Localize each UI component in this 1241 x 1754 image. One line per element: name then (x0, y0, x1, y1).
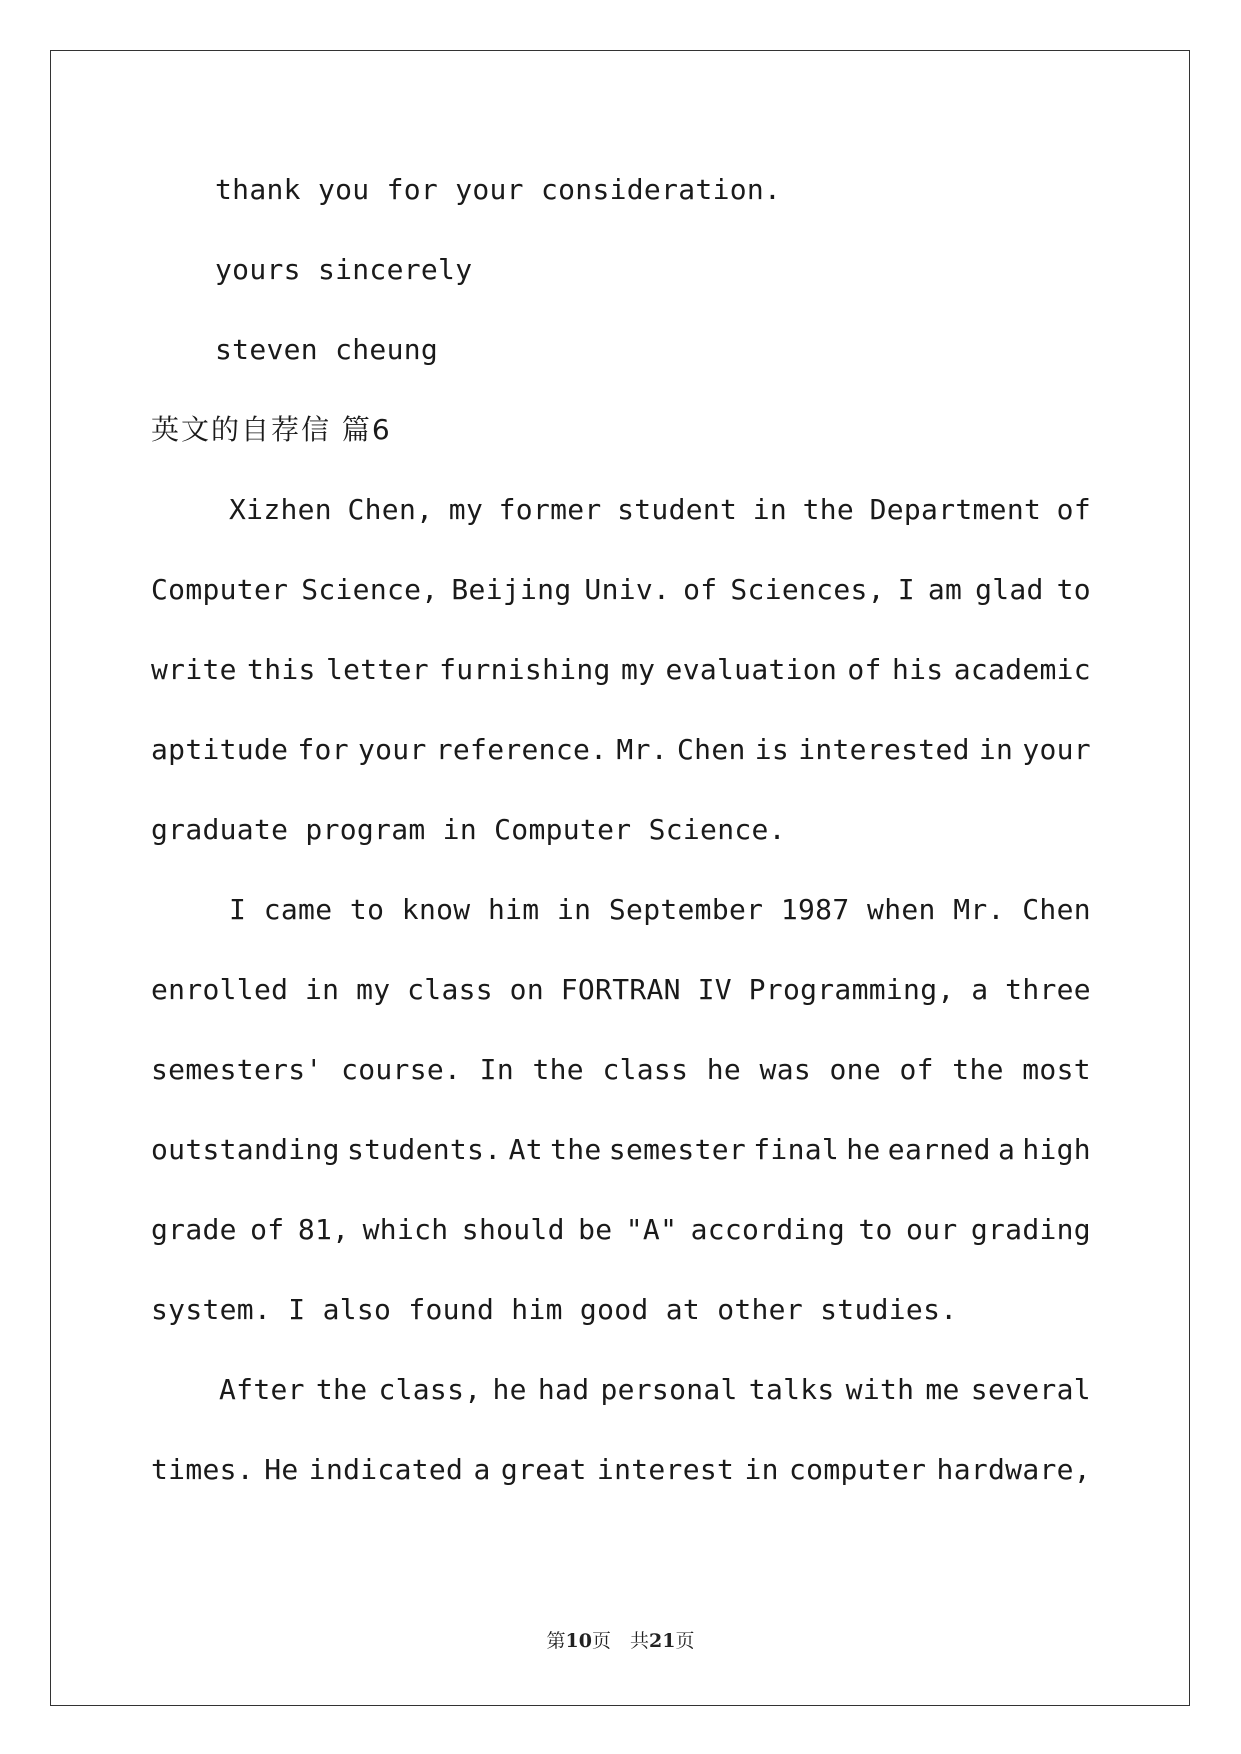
paragraph-line: graduate program in Computer Science. (151, 813, 786, 846)
word: this (247, 653, 316, 686)
word: outstanding (151, 1133, 340, 1166)
word: he (706, 1053, 742, 1086)
paragraph-line (151, 1452, 1091, 1488)
word: him (487, 893, 540, 926)
word: our (906, 1213, 958, 1246)
word: computer (789, 1453, 927, 1486)
word: letter (325, 653, 429, 686)
word: am (927, 573, 963, 606)
word: In (479, 1053, 514, 1086)
paragraph-line (151, 572, 1091, 608)
word: At (508, 1133, 543, 1166)
paragraph-line (229, 892, 1091, 928)
word: Chen (1022, 893, 1091, 926)
paragraph-line: system. I also found him good at other studies. (151, 1293, 958, 1326)
word: Xizhen (229, 493, 332, 526)
word: of (847, 653, 882, 686)
word: your (357, 733, 427, 766)
current-page-number: 10 (565, 1630, 592, 1652)
word: Science, (301, 573, 439, 606)
word: he (492, 1373, 527, 1406)
word: of (250, 1213, 285, 1246)
word: class, (378, 1373, 482, 1406)
word: 81, (297, 1213, 350, 1246)
word: for (297, 733, 349, 766)
word: Chen, (347, 493, 434, 526)
word: Computer (151, 573, 289, 606)
word: personal (600, 1373, 738, 1406)
word: enrolled (151, 973, 289, 1006)
footer-middle: 页 共 (591, 1630, 649, 1652)
word: in (305, 973, 340, 1006)
word: Univ. (584, 573, 671, 606)
paragraph-line (151, 1212, 1091, 1248)
word: "A" (625, 1213, 678, 1246)
footer-prefix: 第 (546, 1630, 566, 1652)
word: a (971, 973, 989, 1006)
paragraph-line (229, 492, 1091, 528)
paragraph-line (151, 1052, 1091, 1088)
word: Beijing (451, 573, 572, 606)
word: in (744, 1453, 779, 1486)
word: in (752, 493, 788, 526)
word: great (500, 1453, 587, 1486)
word: of (899, 1053, 934, 1086)
paragraph-line (151, 972, 1091, 1008)
word: he (846, 1133, 881, 1166)
word: know (401, 893, 471, 926)
word: academic (953, 653, 1091, 686)
paragraph-line (151, 1132, 1091, 1168)
word: should (461, 1213, 565, 1246)
word: with (845, 1373, 915, 1406)
word: students. (346, 1133, 502, 1166)
word: interest (596, 1453, 735, 1486)
word: class (602, 1053, 689, 1086)
word: on (509, 973, 544, 1006)
page-footer (0, 1626, 1241, 1653)
word: several (970, 1373, 1091, 1406)
word: grade (151, 1213, 237, 1246)
word: FORTRAN (560, 973, 681, 1006)
word: most (1022, 1053, 1091, 1086)
word: in (557, 893, 592, 926)
word: IV (697, 973, 732, 1006)
word: write (151, 653, 237, 686)
word: class (407, 973, 493, 1006)
word: had (537, 1373, 590, 1406)
section-heading: 英文的自荐信 篇6 (151, 413, 392, 446)
word: furnishing (439, 653, 611, 686)
word: He (264, 1453, 299, 1486)
word: one (829, 1053, 881, 1086)
word: of (683, 573, 718, 606)
word: was (759, 1053, 812, 1086)
word: my (620, 653, 656, 686)
word: Programming, (748, 973, 955, 1006)
paragraph-line (151, 652, 1091, 688)
word: times. (151, 1453, 254, 1486)
closing-signature: steven cheung (215, 333, 439, 366)
word: reference. (435, 733, 608, 766)
word: the (315, 1373, 368, 1406)
word: September (608, 893, 764, 926)
paragraph-line (151, 732, 1091, 768)
word: final (753, 1133, 840, 1166)
word: aptitude (151, 733, 289, 766)
word: the (802, 493, 855, 526)
word: interested (798, 733, 970, 766)
word: which (362, 1213, 449, 1246)
word: my (448, 493, 484, 526)
word: course. (341, 1053, 462, 1086)
word: the (952, 1053, 1004, 1086)
total-page-number: 21 (649, 1630, 676, 1652)
word: Department (869, 493, 1042, 526)
word: high (1022, 1133, 1091, 1166)
word: semester (608, 1133, 747, 1166)
word: your (1022, 733, 1091, 766)
word: be (578, 1213, 613, 1246)
word: to (858, 1213, 893, 1246)
word: earned (887, 1133, 991, 1166)
word: 1987 (780, 893, 850, 926)
word: hardware, (936, 1453, 1091, 1486)
word: a (473, 1453, 491, 1486)
word: talks (748, 1373, 835, 1406)
word: glad (975, 573, 1044, 606)
word: in (978, 733, 1014, 766)
word: I (229, 893, 247, 926)
word: Chen (677, 733, 746, 766)
word: according (690, 1213, 845, 1246)
word: former (498, 493, 602, 526)
closing-valediction: yours sincerely (215, 253, 473, 286)
word: indicated (308, 1453, 464, 1486)
word: student (617, 493, 738, 526)
word: me (925, 1373, 960, 1406)
word: Sciences, (730, 573, 885, 606)
word: three (1005, 973, 1091, 1006)
word: to (349, 893, 385, 926)
word: is (754, 733, 790, 766)
word: the (532, 1053, 584, 1086)
word: of (1056, 493, 1091, 526)
word: Mr. (953, 893, 1005, 926)
word: a (997, 1133, 1016, 1166)
word: After (219, 1373, 305, 1406)
word: evaluation (665, 653, 838, 686)
footer-suffix: 页 (675, 1630, 695, 1652)
paragraph-line (219, 1372, 1091, 1408)
word: his (891, 653, 944, 686)
word: came (263, 893, 333, 926)
word: when (867, 893, 936, 926)
word: Mr. (616, 733, 668, 766)
closing-thanks: thank you for your consideration. (215, 173, 782, 206)
word: I (897, 573, 915, 606)
word: semesters' (151, 1053, 323, 1086)
word: the (550, 1133, 602, 1166)
word: to (1056, 573, 1091, 606)
word: my (356, 973, 391, 1006)
word: grading (970, 1213, 1091, 1246)
